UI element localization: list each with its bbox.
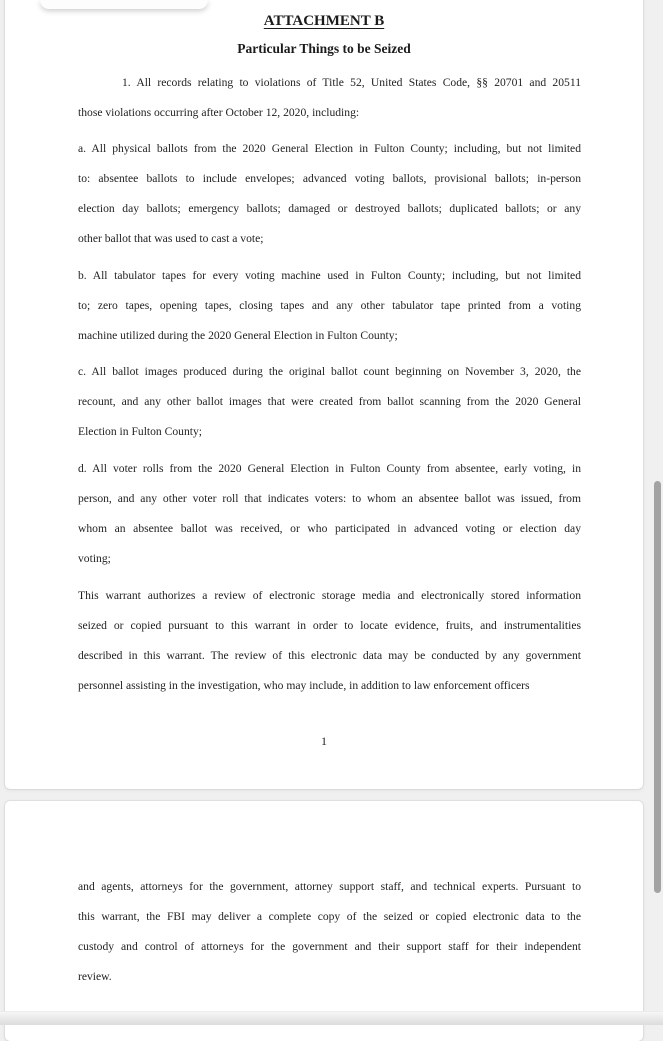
doc-line: machine utilized during the 2020 General Election in Fulton County;	[78, 329, 398, 342]
doc-line: custody and control of attorneys for the government and their support staff for their independent	[78, 940, 581, 953]
page-number: 1	[321, 734, 327, 748]
attachment-subtitle: Particular Things to be Seized	[237, 41, 411, 56]
doc-line: recount, and any other ballot images that were created from ballot scanning from the 2020 General	[78, 395, 581, 408]
bottom-bar	[0, 1011, 663, 1025]
doc-line: 1. All records relating to violations of Title 52, United States Code, §§ 20701 and 20511	[122, 76, 581, 89]
doc-line: b. All tabulator tapes for every voting machine used in Fulton County; including, but not limited	[78, 269, 581, 282]
document-page-2	[5, 801, 643, 1041]
doc-line: voting;	[78, 552, 111, 565]
top-overlay-card[interactable]	[40, 0, 208, 9]
scrollbar-thumb[interactable]	[654, 481, 661, 893]
doc-line: This warrant authorizes a review of electronic storage media and electronically stored information	[78, 589, 581, 602]
doc-line: election day ballots; emergency ballots; damaged or destroyed ballots; duplicated ballots; or any	[78, 202, 581, 215]
doc-paragraph-warrant	[78, 581, 581, 701]
document-page-1	[5, 0, 643, 789]
doc-line: d. All voter rolls from the 2020 General Election in Fulton County from absentee, early voting, in	[78, 462, 581, 475]
doc-line: and agents, attorneys for the government, attorney support staff, and technical experts. Pursuant to	[78, 880, 581, 893]
doc-line: person, and any other voter roll that indicates voters: to whom an absentee ballot was issued, from	[78, 492, 581, 505]
doc-paragraph-item-b	[78, 261, 581, 351]
doc-line: whom an absentee ballot was received, or who participated in advanced voting or election day	[78, 522, 581, 535]
doc-line: personnel assisting in the investigation, who may include, in addition to law enforcement officers	[78, 679, 530, 692]
doc-paragraph-item-c	[78, 357, 581, 447]
doc-line: seized or copied pursuant to this warrant in order to locate evidence, fruits, and instrumentalities	[78, 619, 581, 632]
doc-line: described in this warrant. The review of this electronic data may be conducted by any government	[78, 649, 581, 662]
doc-paragraph-intro	[78, 68, 581, 128]
doc-line: Election in Fulton County;	[78, 425, 202, 438]
doc-line: a. All physical ballots from the 2020 General Election in Fulton County; including, but not limited	[78, 142, 581, 155]
doc-paragraph-item-a	[78, 134, 581, 254]
doc-line: to; zero tapes, opening tapes, closing tapes and any other tabulator tape printed from a voting	[78, 299, 581, 312]
doc-paragraph-continuation	[78, 872, 581, 992]
doc-line: review.	[78, 970, 112, 983]
doc-line: c. All ballot images produced during the original ballot count beginning on November 3, 2020, the	[78, 365, 581, 378]
doc-line: to: absentee ballots to include envelopes; advanced voting ballots, provisional ballots; in-person	[78, 172, 581, 185]
attachment-title: ATTACHMENT B	[263, 13, 385, 29]
doc-line: this warrant, the FBI may deliver a complete copy of the seized or copied electronic data to the	[78, 910, 581, 923]
doc-line: other ballot that was used to cast a vote;	[78, 232, 264, 245]
doc-line: those violations occurring after October 12, 2020, including:	[78, 106, 360, 119]
doc-paragraph-item-d	[78, 454, 581, 574]
